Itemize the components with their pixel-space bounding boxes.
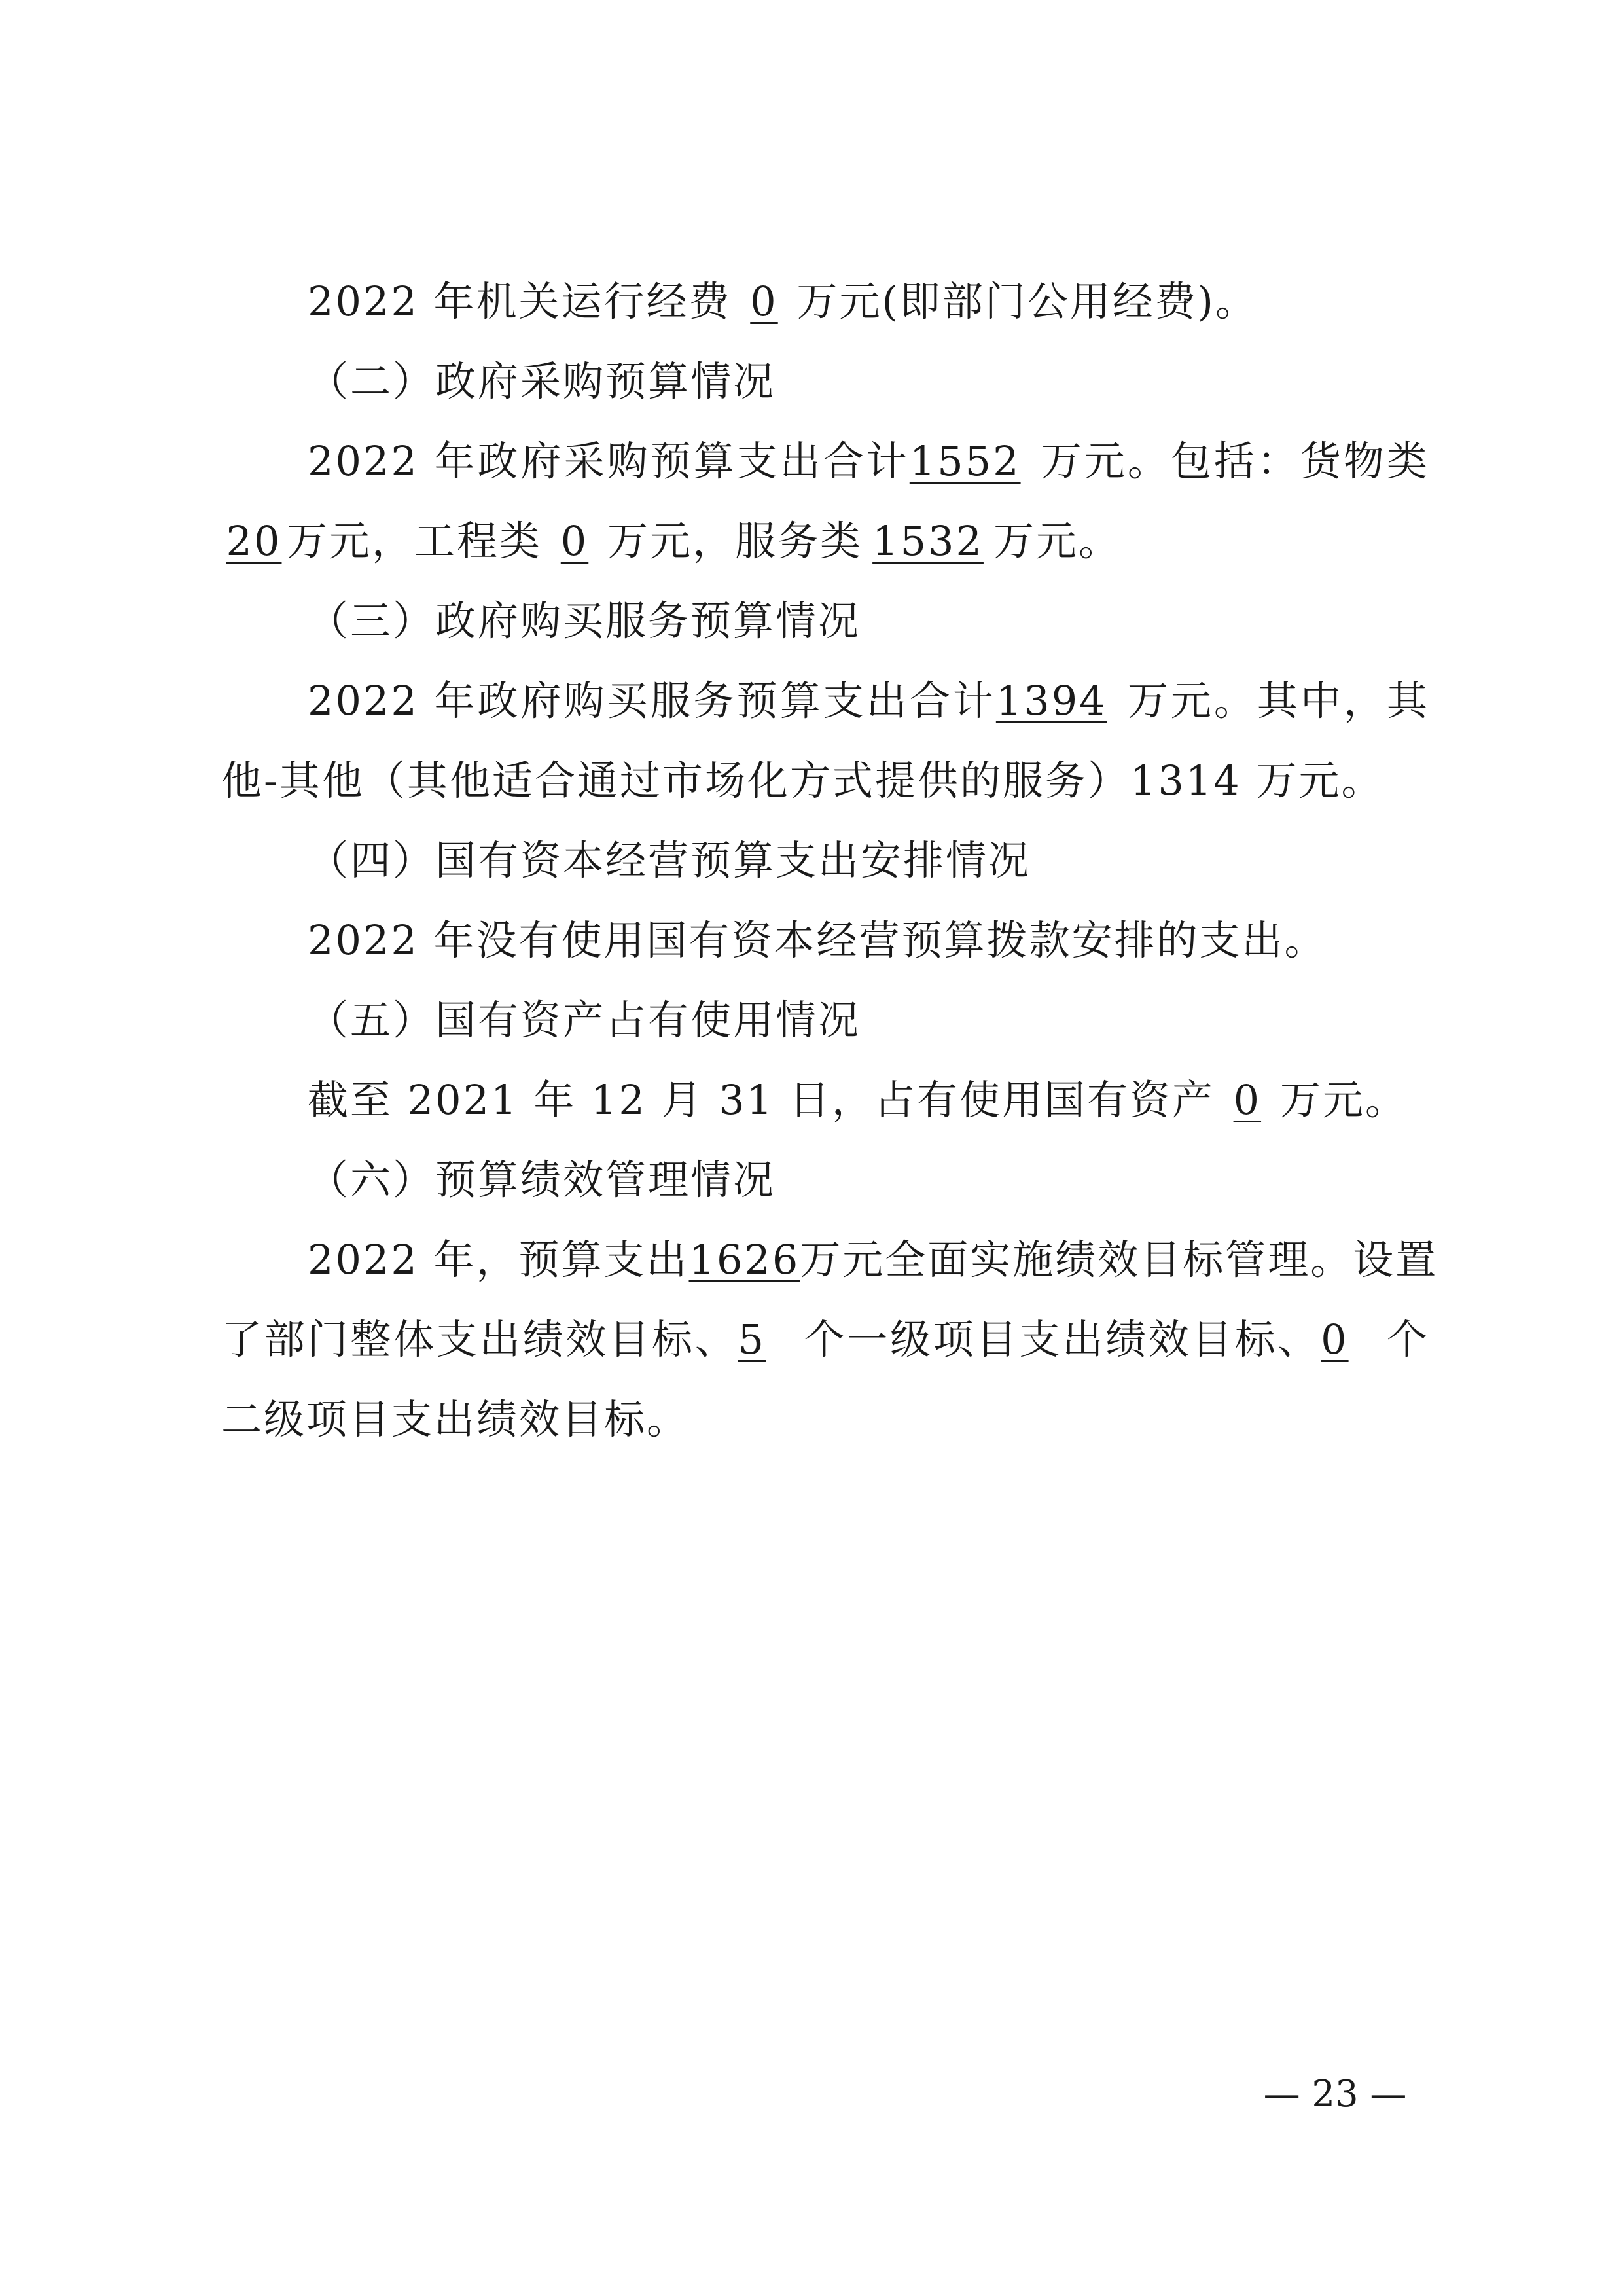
underlined-value: 0 bbox=[1233, 1076, 1262, 1124]
paragraph-state-assets bbox=[221, 1060, 1429, 1140]
underlined-value: 1552 bbox=[909, 437, 1021, 485]
paragraph-state-capital: 2022 年没有使用国有资本经营预算拨款安排的支出。 bbox=[308, 916, 1327, 964]
text-segment: 万元(即部门公用经费)。 bbox=[796, 278, 1258, 325]
text-segment: 个 bbox=[1386, 1316, 1429, 1363]
underlined-value: 1532 bbox=[872, 517, 984, 565]
page-number: — 23 — bbox=[1263, 2073, 1407, 2115]
document-body bbox=[221, 262, 1438, 1460]
underlined-value: 0 bbox=[560, 517, 589, 565]
paragraph-performance-line-3: 二级项目支出绩效目标。 bbox=[221, 1395, 690, 1443]
paragraph-performance-line-2 bbox=[221, 1300, 1429, 1380]
section-heading-6: （六）预算绩效管理情况 bbox=[308, 1156, 776, 1204]
underlined-value: 1394 bbox=[995, 677, 1107, 725]
paragraph-services-line-1 bbox=[221, 661, 1429, 741]
paragraph-operating-expenses bbox=[221, 262, 1429, 342]
text-segment: 万元。 bbox=[993, 517, 1122, 565]
paragraph-procurement-line-2 bbox=[221, 501, 1429, 581]
underlined-value: 20 bbox=[226, 517, 282, 565]
text-segment: 万元。 bbox=[1279, 1076, 1408, 1124]
section-heading-5: （五）国有资产占有使用情况 bbox=[308, 996, 861, 1044]
underlined-value: 0 bbox=[1321, 1316, 1349, 1363]
text-segment: 万元，工程类 bbox=[287, 517, 543, 565]
underlined-value: 5 bbox=[738, 1316, 766, 1363]
text-segment: 了部门整体支出绩效目标、 bbox=[221, 1316, 738, 1363]
paragraph-procurement-line-1 bbox=[221, 422, 1429, 501]
section-heading-2: （二）政府采购预算情况 bbox=[308, 357, 776, 405]
text-segment: 2022 年政府采购预算支出合计 bbox=[308, 437, 910, 485]
text-segment: 2022 年机关运行经费 bbox=[308, 278, 732, 325]
paragraph-performance-line-1 bbox=[221, 1220, 1438, 1300]
text-segment: 截至 2021 年 12 月 31 日，占有使用国有资产 bbox=[308, 1076, 1215, 1124]
text-segment: 万元。其中，其 bbox=[1126, 677, 1429, 725]
section-heading-3: （三）政府购买服务预算情况 bbox=[308, 597, 861, 645]
text-segment: 2022 年，预算支出 bbox=[308, 1236, 689, 1283]
paragraph-services-line-2: 他-其他（其他适合通过市场化方式提供的服务）1314 万元。 bbox=[221, 757, 1384, 804]
section-heading-4: （四）国有资本经营预算支出安排情况 bbox=[308, 836, 1031, 884]
underlined-value: 0 bbox=[750, 278, 778, 325]
text-segment: 2022 年政府购买服务预算支出合计 bbox=[308, 677, 996, 725]
text-segment: 个一级项目支出绩效目标、 bbox=[803, 1316, 1321, 1363]
underlined-value: 1626 bbox=[688, 1236, 800, 1283]
text-segment: 万元全面实施绩效目标管理。设置 bbox=[800, 1236, 1438, 1283]
text-segment: 万元。包括：货物类 bbox=[1040, 437, 1429, 485]
text-segment: 万元，服务类 bbox=[607, 517, 863, 565]
